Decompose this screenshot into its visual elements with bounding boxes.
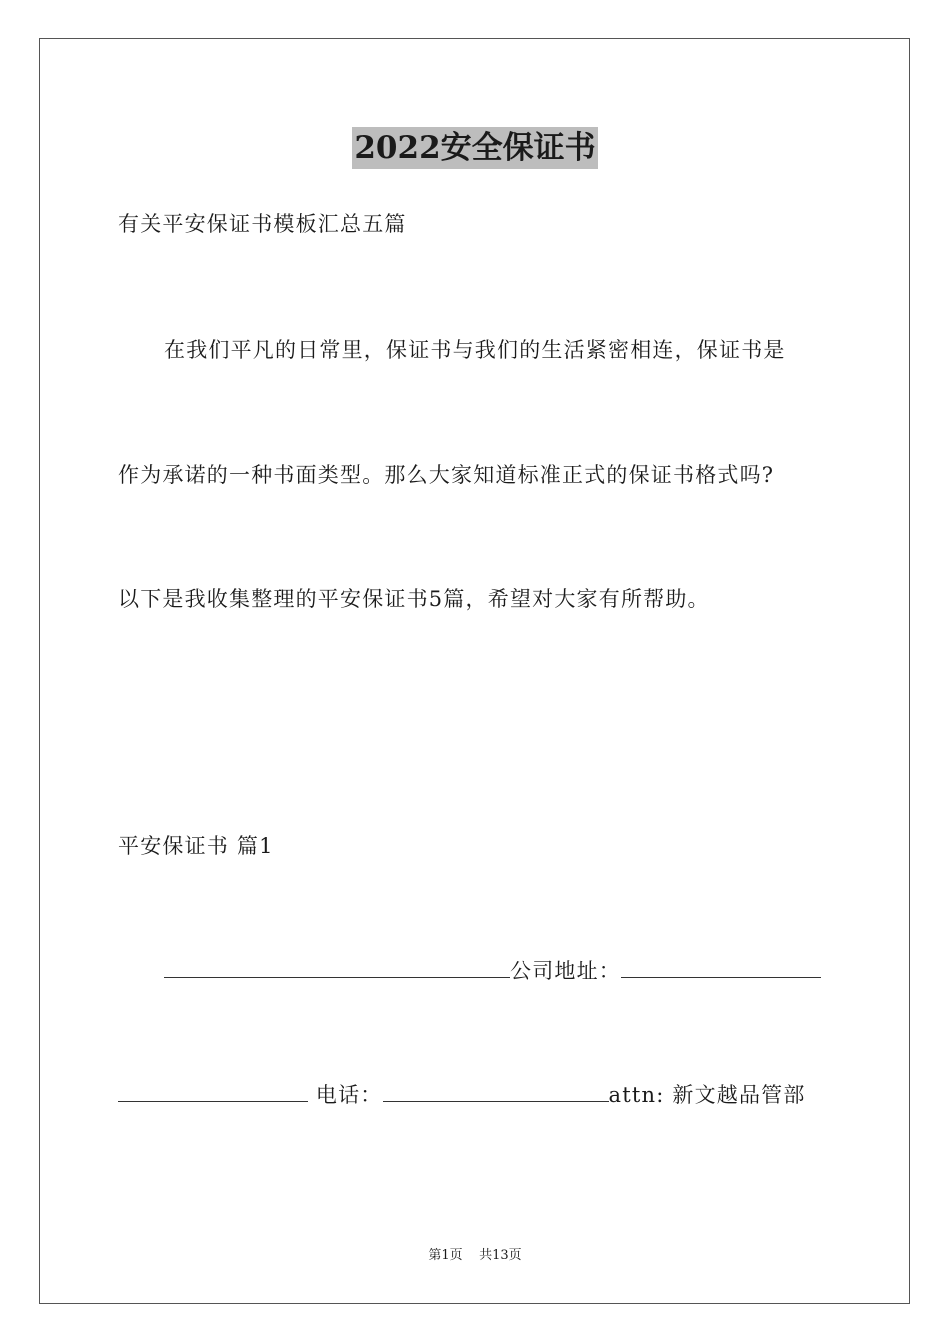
blank-line bbox=[383, 1081, 609, 1102]
phone-row bbox=[118, 1080, 806, 1110]
total-pages: 共13页 bbox=[479, 1248, 522, 1263]
intro-line-1: 在我们平凡的日常里，保证书与我们的生活紧密相连，保证书是 bbox=[164, 338, 786, 362]
blank-line bbox=[621, 957, 821, 978]
document-title: 2022安全保证书 bbox=[352, 127, 597, 169]
title-container bbox=[0, 127, 950, 169]
document-subtitle: 有关平安保证书模板汇总五篇 bbox=[118, 212, 407, 236]
phone-label: 电话： bbox=[315, 1083, 383, 1107]
intro-line-2: 作为承诺的一种书面类型。那么大家知道标准正式的保证书格式吗? bbox=[118, 463, 775, 487]
blank-line bbox=[118, 1081, 308, 1102]
page-number: 第1页 bbox=[428, 1248, 463, 1263]
section-heading: 平安保证书 篇1 bbox=[118, 834, 274, 858]
address-row bbox=[164, 956, 821, 986]
attn-text: attn: 新文越品管部 bbox=[608, 1083, 806, 1107]
address-label: 公司地址： bbox=[510, 959, 621, 983]
intro-line-3: 以下是我收集整理的平安保证书5篇，希望对大家有所帮助。 bbox=[118, 587, 710, 611]
page-footer bbox=[0, 1247, 950, 1265]
blank-line bbox=[164, 957, 510, 978]
